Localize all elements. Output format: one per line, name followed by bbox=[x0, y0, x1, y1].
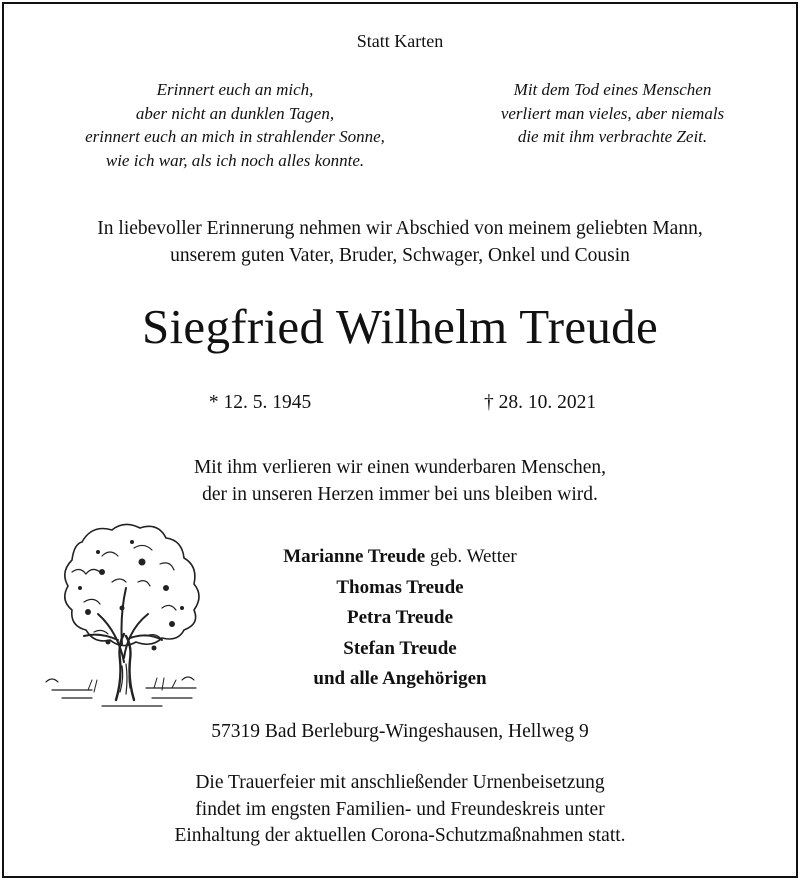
family-member: Stefan Treude bbox=[343, 637, 457, 659]
poem-left bbox=[40, 78, 430, 172]
widow-name: Marianne Treude bbox=[283, 546, 426, 567]
poem-left-line: Erinnert euch an mich, bbox=[156, 80, 314, 99]
tribute-line: Mit ihm verlieren wir einen wunderbaren Menschen, bbox=[193, 457, 607, 478]
family-address: 57319 Bad Berleburg-Wingeshausen, Hellweg 9 bbox=[211, 721, 589, 742]
intro-line: unserem guten Vater, Bruder, Schwager, Onkel und Cousin bbox=[170, 245, 630, 266]
family-member: und alle Angehörigen bbox=[313, 668, 487, 689]
poem-right-line: die mit ihm verbrachte Zeit. bbox=[517, 127, 708, 146]
tree-illustration-icon bbox=[42, 512, 210, 712]
tribute-text bbox=[0, 454, 800, 508]
intro-text bbox=[0, 215, 800, 269]
funeral-notice bbox=[0, 770, 800, 850]
poem-right-line: Mit dem Tod eines Menschen bbox=[513, 80, 712, 99]
poem-right bbox=[440, 78, 785, 149]
family-list bbox=[230, 542, 570, 695]
poem-left-line: erinnert euch an mich in strahlender Sonne, bbox=[85, 127, 385, 146]
notice-line: findet im engsten Familien- und Freundeskreis unter bbox=[195, 798, 605, 820]
notice-line: Die Trauerfeier mit anschließender Urnenbeisetzung bbox=[195, 772, 605, 793]
tribute-line: der in unseren Herzen immer bei uns bleiben wird. bbox=[202, 484, 598, 505]
poem-right-line: verliert man vieles, aber niemals bbox=[500, 103, 725, 123]
notice-line: Einhaltung der aktuellen Corona-Schutzmaßnahmen statt. bbox=[174, 825, 626, 846]
family-widow bbox=[230, 542, 570, 573]
poem-left-line: aber nicht an dunklen Tagen, bbox=[135, 103, 335, 123]
family-member: Thomas Treude bbox=[336, 576, 464, 598]
intro-line: In liebevoller Erinnerung nehmen wir Abschied von meinem geliebten Mann, bbox=[97, 218, 703, 239]
widow-maiden-name: geb. Wetter bbox=[425, 546, 517, 567]
birth-date: * 12. 5. 1945 bbox=[208, 392, 312, 413]
header-statt-karten: Statt Karten bbox=[356, 31, 444, 51]
death-date: † 28. 10. 2021 bbox=[483, 392, 597, 413]
deceased-name: Siegfried Wilhelm Treude bbox=[141, 299, 659, 354]
family-member: Petra Treude bbox=[346, 607, 454, 628]
poem-left-line: wie ich war, als ich noch alles konnte. bbox=[105, 150, 365, 170]
